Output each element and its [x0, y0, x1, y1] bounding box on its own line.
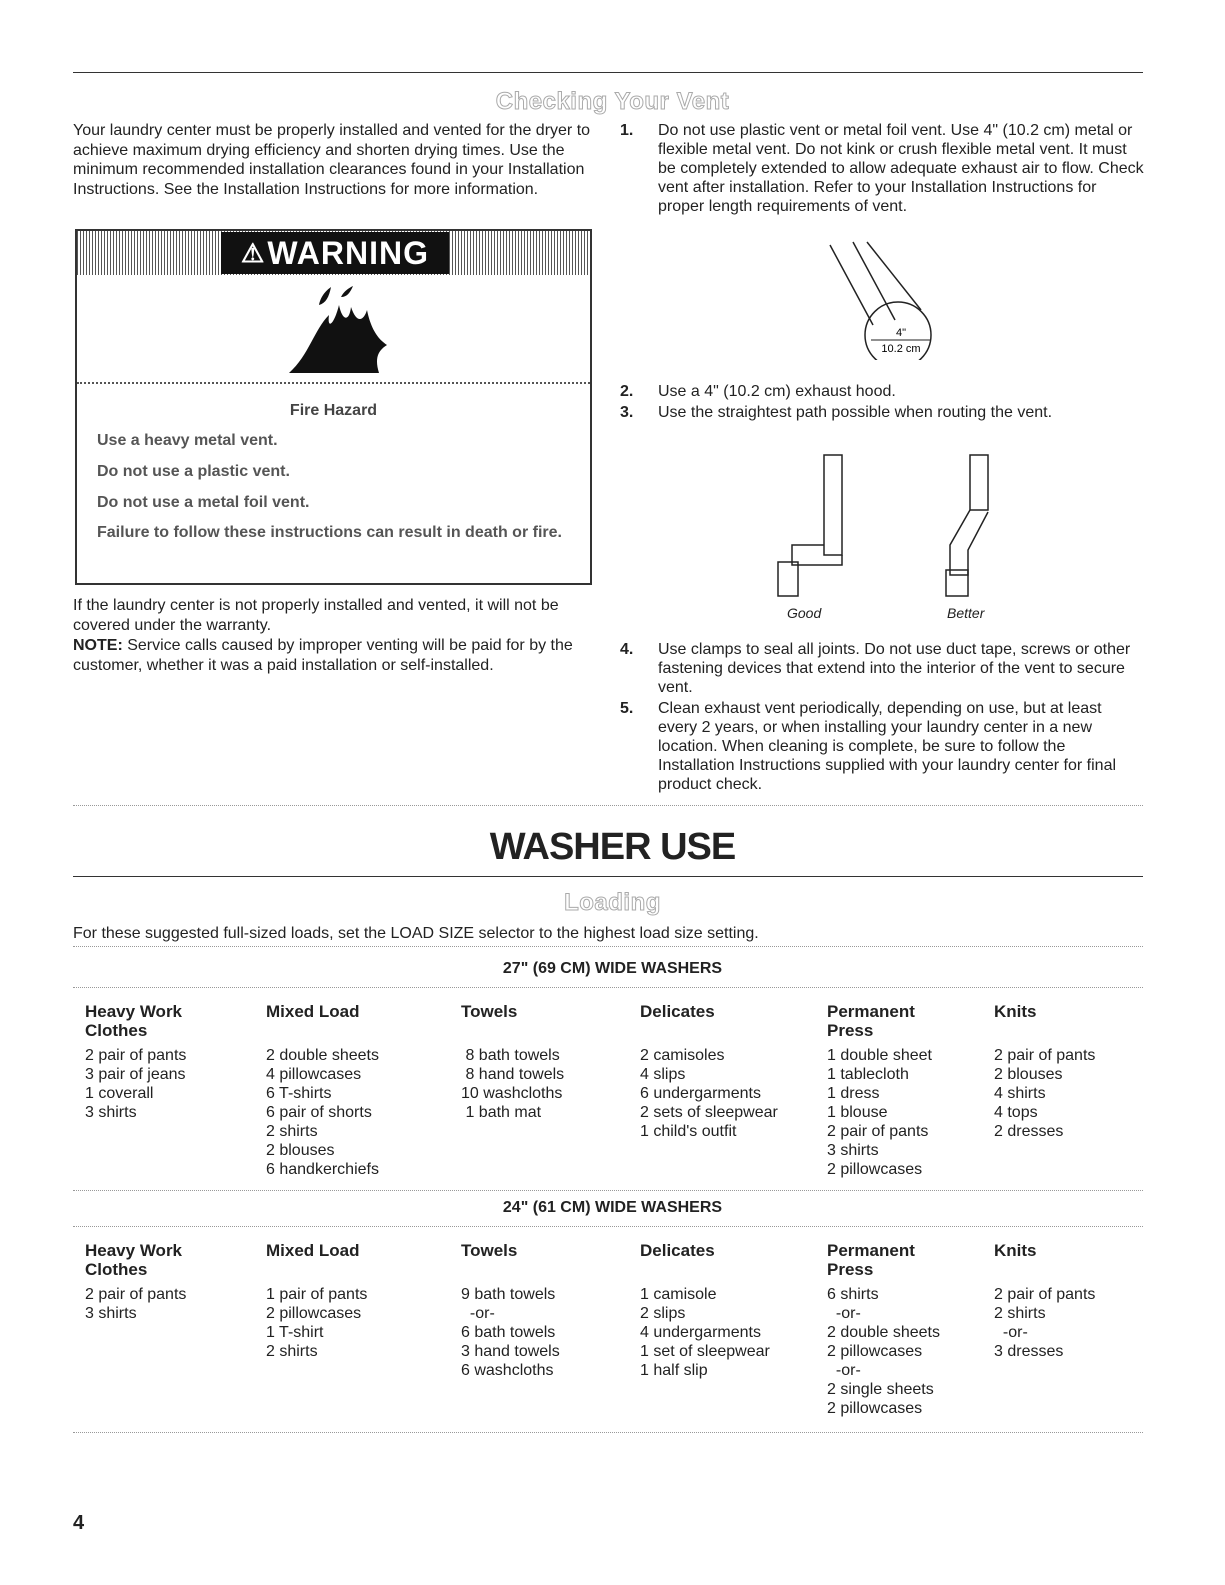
section-divider	[73, 805, 1143, 806]
table-rule	[73, 1190, 1143, 1191]
vent-step: 3. Use the straightest path possible when routing the vent.	[620, 404, 1053, 421]
note-text: Service calls caused by improper venting will be paid for by the customer, whether it was a paid installation or self-installed.	[73, 637, 573, 674]
table-rule	[73, 1432, 1143, 1433]
col-items: 2 pair of pants 3 shirts	[85, 1286, 187, 1322]
section-title-loading: Loading	[564, 889, 661, 916]
col-items: 1 double sheet 1 tablecloth 1 dress 1 blouse 2 pair of pants 3 shirts 2 pillowcases	[827, 1047, 932, 1178]
warning-line: Do not use a plastic vent.	[97, 463, 290, 480]
col-items: 6 shirts -or- 2 double sheets 2 pillowcases -or- 2 single sheets 2 pillowcases	[827, 1286, 940, 1417]
vent-step: 2. Use a 4" (10.2 cm) exhaust hood.	[620, 383, 896, 400]
col-head: Permanent Press	[827, 1241, 915, 1279]
col-head: Delicates	[640, 1241, 715, 1260]
warning-box	[75, 229, 592, 585]
warning-header	[77, 231, 590, 275]
diagram-label-cm: 10.2 cm	[881, 343, 921, 355]
note-paragraph	[73, 636, 593, 675]
col-head: Heavy Work Clothes	[85, 1241, 183, 1279]
vent-steps-4-5	[620, 640, 1145, 794]
col-items: 2 camisoles 4 slips 6 undergarments 2 sets of sleepwear 1 child's outfit	[640, 1047, 778, 1140]
col-head: Towels	[461, 1241, 518, 1260]
washer-rule	[73, 876, 1143, 877]
warning-label: ⚠ WARNING	[221, 232, 449, 274]
page-number: 4	[73, 1512, 85, 1534]
hazard-title: Fire Hazard	[289, 402, 378, 419]
loading-intro: For these suggested full-sized loads, set the LOAD SIZE selector to the highest load size setting.	[73, 925, 759, 942]
col-items: 2 pair of pants 2 blouses 4 shirts 4 tops 2 dresses	[994, 1047, 1096, 1140]
col-items: 9 bath towels -or- 6 bath towels 3 hand towels 6 washcloths	[461, 1286, 560, 1379]
vent-diameter-diagram	[825, 240, 945, 360]
col-head: Knits	[994, 1002, 1037, 1021]
col-head: Knits	[994, 1241, 1037, 1260]
fire-icon	[279, 285, 394, 375]
col-head: Permanent Press	[827, 1002, 915, 1040]
table-title: 24" (61 CM) WIDE WASHERS	[502, 1199, 723, 1216]
col-items: 2 double sheets 4 pillowcases 6 T-shirts 6 pair of shorts 2 shirts 2 blouses 6 handkerchiefs	[266, 1047, 379, 1178]
col-head: Heavy Work Clothes	[85, 1002, 183, 1040]
col-items: 8 bath towels 8 hand towels 10 washcloths 1 bath mat	[461, 1047, 565, 1121]
col-head: Mixed Load	[266, 1002, 360, 1021]
warning-line: Do not use a metal foil vent.	[97, 494, 310, 511]
table-rule	[73, 946, 1143, 947]
warning-line: Failure to follow these instructions can result in death or fire.	[97, 524, 562, 541]
col-items: 1 camisole 2 slips 4 undergarments 1 set of sleepwear 1 half slip	[640, 1286, 770, 1379]
table-rule	[73, 987, 1143, 988]
warning-divider	[77, 382, 590, 384]
table-rule	[73, 1226, 1143, 1227]
col-items: 2 pair of pants 3 pair of jeans 1 coverall 3 shirts	[85, 1047, 187, 1121]
diagram-label-in: 4"	[895, 327, 907, 339]
col-head: Towels	[461, 1002, 518, 1021]
better-label: Better	[947, 605, 985, 621]
warranty-text: If the laundry center is not properly installed and vented, it will not be covered under the warranty.	[73, 597, 559, 634]
vent-step: 1. Do not use plastic vent or metal foil vent. Use 4" (10.2 cm) metal or flexible metal vent. Do not kink or crush flexible metal vent. It must be completely extended to allow adequate exhaust air to flow. Check vent after installation. Refer to your Installation Instructions for proper length requirements of vent.	[620, 122, 1144, 215]
top-rule	[73, 72, 1143, 73]
warning-line: Use a heavy metal vent.	[97, 432, 278, 449]
vent-intro: Your laundry center must be properly installed and vented for the dryer to achieve maximum drying efficiency and shorten drying times. Use the minimum recommended installation clearances found in your Installation Instructions. See the Installation Instructions for more information.	[73, 122, 591, 198]
col-items: 1 pair of pants 2 pillowcases 1 T-shirt 2 shirts	[266, 1286, 368, 1360]
col-items: 2 pair of pants 2 shirts -or- 3 dresses	[994, 1286, 1096, 1360]
vent-step: 5. Clean exhaust vent periodically, depending on use, but at least every 2 years, or when installing your laundry center in a new location. When cleaning is complete, be sure to follow the Installation Instructions supplied with your laundry center for final product check.	[620, 700, 1117, 793]
col-head: Mixed Load	[266, 1241, 360, 1260]
warning-triangle-icon: ⚠	[241, 237, 266, 268]
section-title-vent: Checking Your Vent	[495, 88, 730, 115]
vent-steps-2-3	[620, 382, 1145, 422]
washer-use-heading: WASHER USE	[489, 826, 736, 868]
col-head: Delicates	[640, 1002, 715, 1021]
vent-routing-diagram	[770, 450, 1010, 600]
vent-step: 4. Use clamps to seal all joints. Do not use duct tape, screws or other fastening devices that extend into the interior of the vent to secure vent.	[620, 641, 1131, 696]
good-label: Good	[787, 605, 822, 621]
note-label: NOTE:	[73, 637, 123, 654]
table-title: 27" (69 CM) WIDE WASHERS	[502, 960, 723, 977]
